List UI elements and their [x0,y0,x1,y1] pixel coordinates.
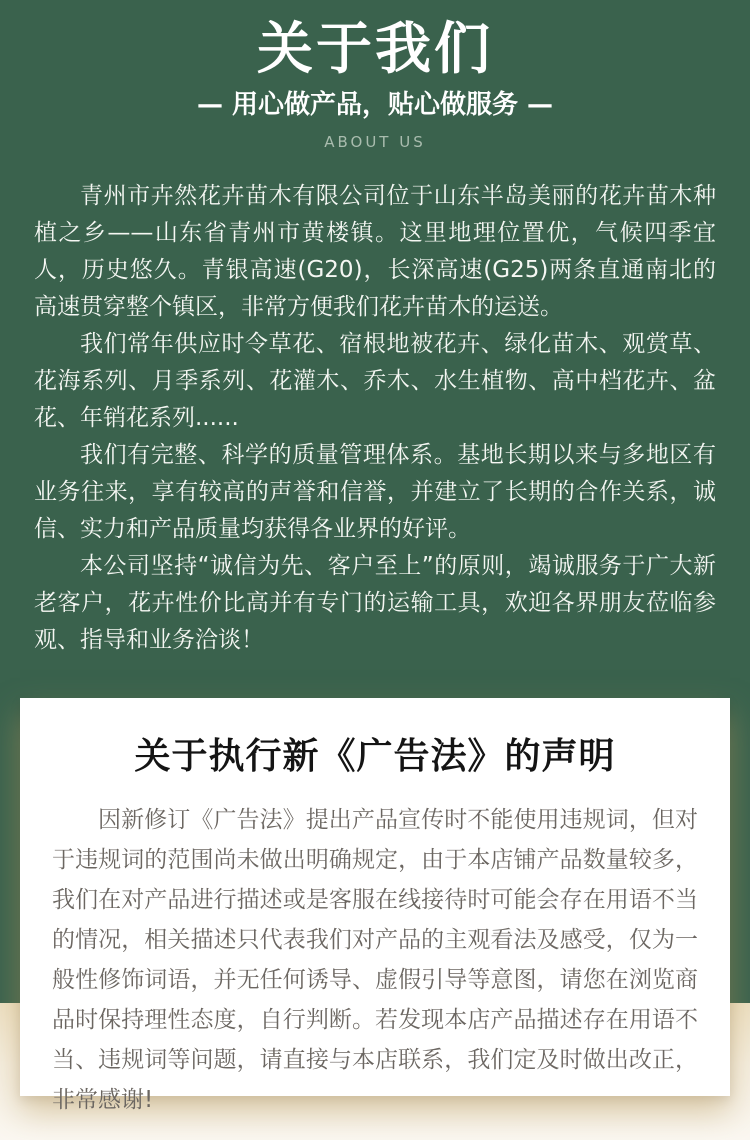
about-paragraph: 本公司坚持“诚信为先、客户至上”的原则，竭诚服务于广大新老客户，花卉性价比高并有专门的运输工具，欢迎各界朋友莅临参观、指导和业务洽谈！ [34,553,716,653]
page-subtitle: — 用心做产品，贴心做服务 — [196,90,554,120]
about-paragraph: 我们有完整、科学的质量管理体系。基地长期以来与多地区有业务往来，享有较高的声誉和信誉，并建立了长期的合作关系，诚信、实力和产品质量均获得各业界的好评。 [34,442,716,542]
statement-title: 关于执行新《广告法》的声明 [134,736,616,777]
about-header [0,0,750,151]
statement-body: 因新修订《广告法》提出产品宣传时不能使用违规词，但对于违规词的范围尚未做出明确规定，由于本店铺产品数量较多，我们在对产品进行描述或是客服在线接待时可能会存在用语不当的情况，相关描述只代表我们对产品的主观看法及感受，仅为一般性修饰词语，并无任何诱导、虚假引导等意图，请您在浏览商品时保持理性态度，自行判断。若发现本店产品描述存在用语不当、违规词等问题，请直接与本店联系，我们定及时做出改正，非常感谢! [52,807,698,1113]
page-title: 关于我们 [257,17,493,82]
about-paragraph: 青州市卉然花卉苗木有限公司位于山东半岛美丽的花卉苗木种植之乡——山东省青州市黄楼镇。这里地理位置优，气候四季宜人，历史悠久。青银高速(G20)，长深高速(G25)两条直通南北的高速贯穿整个镇区，非常方便我们花卉苗木的运送。 [34,183,716,320]
about-body [0,178,750,659]
about-paragraph: 我们常年供应时令草花、宿根地被花卉、绿化苗木、观赏草、花海系列、月季系列、花灌木、乔木、水生植物、高中档花卉、盆花、年销花系列...... [34,331,716,431]
section-label-en: ABOUT US [324,133,426,151]
statement-card [20,698,730,1113]
